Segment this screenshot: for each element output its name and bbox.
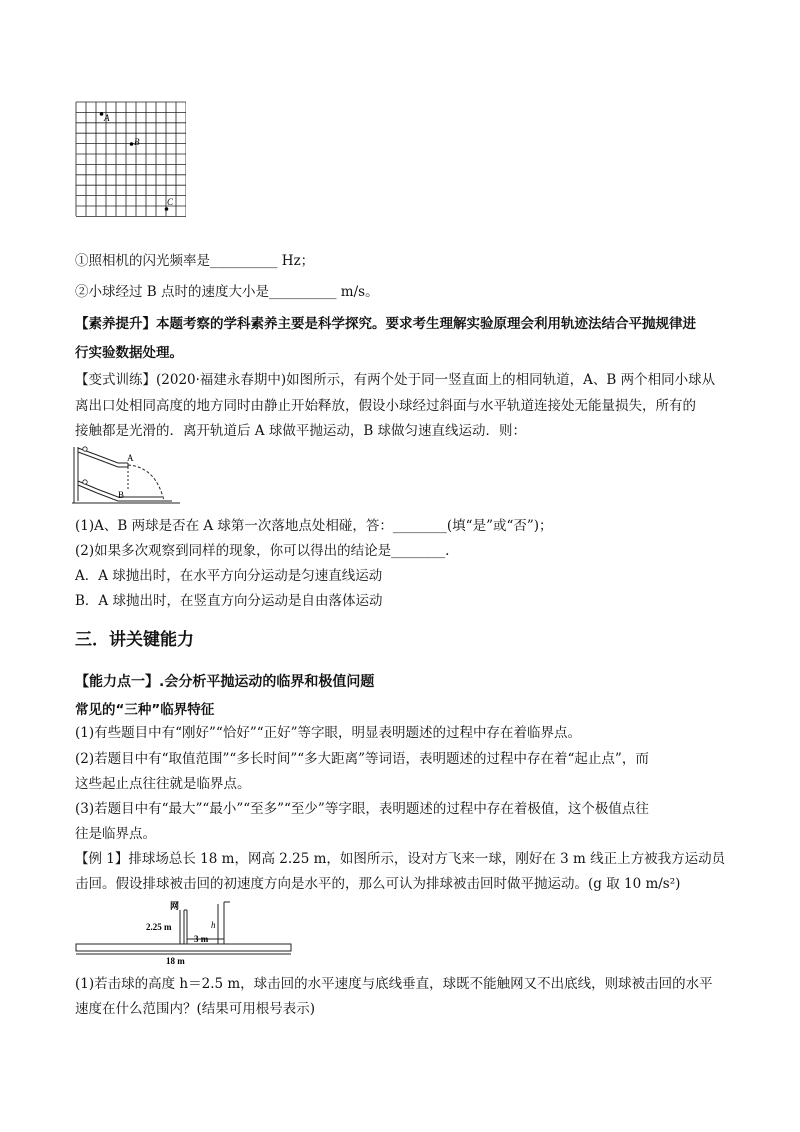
literacy-note-line-2: 行实验数据处理。 [75, 345, 183, 361]
point-a-dot [100, 112, 104, 116]
example-1-line-2: 击回。假设排球被击回的初速度方向是水平的，那么可认为排球被击回时做平抛运动。(g 取 10 m/s²) [75, 876, 681, 892]
example-1-question-1-line-2: 速度在什么范围内？(结果可用根号表示) [75, 1001, 316, 1017]
variant-line-1: 【变式训练】(2020·福建永春期中)如图所示，有两个处于同一竖直面上的相同轨道，A、B 两个相同小球从 [75, 372, 716, 388]
net-height-label: 2.25 m [146, 922, 172, 932]
variant-line-2: 离出口处相同高度的地方同时由静止开始释放，假设小球经过斜面与水平轨道连接处无能量损失，所有的 [75, 398, 696, 414]
point-b-label: B [134, 137, 140, 147]
point-c-dot [165, 207, 169, 211]
feature-title: 常见的“三种”临界特征 [75, 702, 215, 718]
point-a-label: A [104, 113, 110, 123]
feature-2-line-2: 这些起止点往往就是临界点。 [75, 776, 251, 792]
feature-1: (1)有些题目中有“刚好”“恰好”“正好”等字眼，明显表明题述的过程中存在着临界点。 [75, 725, 582, 741]
point-b-dot [130, 142, 134, 146]
court-length-label: 18 m [166, 956, 185, 966]
feature-2-line-1: (2)若题目中有“取值范围”“多长时间”“多大距离”等词语，表明题述的过程中存在着“起止点”，而 [75, 751, 649, 767]
variant-line-3: 接触都是光滑的．离开轨道后 A 球做平抛运动，B 球做匀速直线运动．则： [75, 423, 527, 439]
section-title: 三．讲关键能力 [75, 630, 194, 650]
grid-figure [74, 100, 186, 218]
ability-point-title: 【能力点一】.会分析平抛运动的临界和极值问题 [75, 674, 375, 690]
example-1-line-1: 【例 1】排球场总长 18 m，网高 2.25 m，如图所示，设对方飞来一球，刚好在 3 m 线正上方被我方运动员 [75, 851, 726, 867]
track-label-b: B [118, 490, 125, 500]
feature-3-line-2: 往是临界点。 [75, 826, 156, 842]
sub-question-1: (1)A、B 两球是否在 A 球第一次落地点处相碰，答：________(填“是”或“否”)； [75, 518, 553, 534]
literacy-note-line-1: 【素养提升】本题考察的学科素养主要是科学探究。要求考生理解实验原理会利用轨迹法结合平抛规律进 [75, 316, 696, 332]
hit-height-label: h [211, 920, 216, 930]
question-flash-frequency: ①照相机的闪光频率是__________ Hz； [75, 253, 315, 269]
track-figure [72, 445, 184, 507]
example-1-question-1-line-1: (1)若击球的高度 h＝2.5 m，球击回的水平速度与底线垂直，球既不能触网又不出底线，则球被击回的水平 [75, 976, 713, 992]
option-b: B．A 球抛出时，在竖直方向分运动是自由落体运动 [75, 593, 383, 609]
court-figure [74, 900, 296, 966]
track-label-a: A [127, 453, 134, 463]
option-a: A．A 球抛出时，在水平方向分运动是匀速直线运动 [75, 568, 383, 584]
question-speed-at-b: ②小球经过 B 点时的速度大小是__________ m/s。 [75, 284, 379, 300]
ball-a-upper [83, 447, 87, 451]
net-label: 网 [170, 901, 180, 911]
three-m-label: 3 m [194, 934, 209, 944]
point-c-label: C [167, 197, 174, 207]
sub-question-2: (2)如果多次观察到同样的现象，你可以得出的结论是________. [75, 543, 450, 559]
ball-b-lower [83, 480, 87, 484]
feature-3-line-1: (3)若题目中有“最大”“最小”“至多”“至少”等字眼，表明题述的过程中存在着极值，这个极值点往 [75, 801, 649, 817]
